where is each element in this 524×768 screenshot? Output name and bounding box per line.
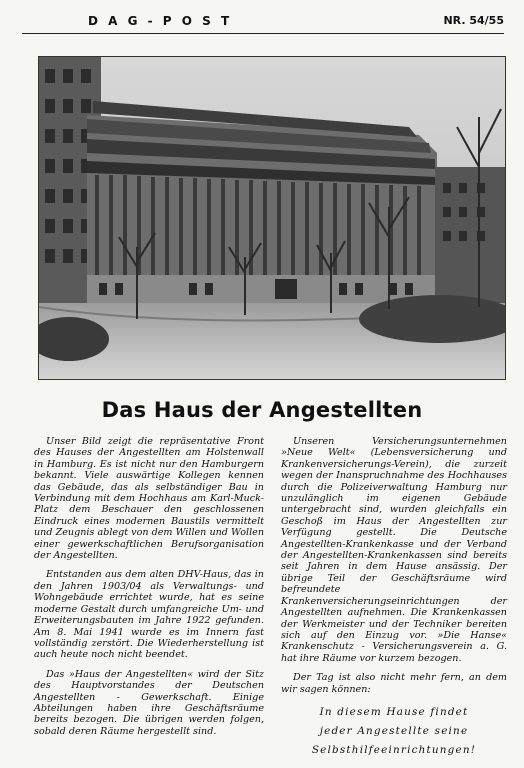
- paragraph: Unseren Versicherungsunternehmen »Neue Welt« (Lebensversicherung und Krankenversicherungs-Verein), die zurzeit wegen der Inanspruchnahme des Hochhauses durch die Polizeiverwaltung Hamburg nur unzulänglich im eigenen Gebäude untergebracht sind, wurden gleichfalls ein Geschoß im Haus der Angestellten zur Verfügung gestellt. Die Deutsche Angestellten-Krankenkasse und der Verband der Angestellten-Krankenkassen sind bereits seit Jahren in dem Hause ansässig. Der übrige Teil der Geschäftsräume wird befreundete Krankenversicherungseinrichtungen der Angestellten aufnehmen. Die Krankenkassen der Werkmeister und der Techniker bereiten sich auf den Einzug vor. »Die Hanse« Krankenschutz - Versicherungsverein a. G. hat ihre Räume vor kurzem bezogen.: [281, 436, 507, 664]
- paragraph: Entstanden aus dem alten DHV-Haus, das in den Jahren 1903/04 als Verwaltungs- und Wohngebäude errichtet wurde, hat es seine moderne Gestalt durch umfangreiche Um- und Erweiterungsbauten im Jahre 1922 gefunden. Am 8. Mai 1941 wurde es im Innern fast vollständig zerstört. Die Wiederherstellung ist auch heute noch nicht beendet.: [34, 569, 264, 661]
- paragraph: Unser Bild zeigt die repräsentative Front des Hauses der Angestellten am Holstenwall in Hamburg. Es ist nicht nur den Hamburgern bekannt. Viele auswärtige Kollegen kennen das Gebäude, das als selbständiger Bau in Verbindung mit dem Hochhaus am Karl-Muck-Platz dem Beschauer den geschlossenen Eindruck eines modernen Baustils vermittelt und Zeugnis ablegt von dem Willen und Wollen einer gewerkschaftlichen Berufsorganisation der Angestellten.: [34, 436, 264, 562]
- header-rule: [22, 33, 504, 34]
- closing-line: Selbsthilfeeinrichtungen!: [311, 743, 477, 756]
- closing-line: jeder Angestellte seine: [319, 724, 469, 737]
- closing-statement: [281, 703, 507, 760]
- building-photo: [38, 56, 506, 380]
- closing-line: In diesem Hause findet: [319, 705, 469, 718]
- paragraph: Der Tag ist also nicht mehr fern, an dem wir sagen können:: [281, 672, 507, 695]
- article-column-left: [34, 436, 264, 745]
- page-header: [22, 14, 504, 36]
- article-headline: Das Haus der Angestellten: [101, 398, 423, 422]
- issue-number: NR. 54/55: [443, 14, 504, 27]
- article-column-right: [281, 436, 507, 760]
- masthead: D A G - P O S T: [88, 14, 233, 28]
- building-photo-illustration: [39, 57, 505, 379]
- paragraph: Das »Haus der Angestellten« wird der Sitz des Hauptvorstandes der Deutschen Angestellten - Gewerkschaft. Einige Abteilungen haben ihre Geschäftsräume bereits bezogen. Die übrigen werden folgen, sobald deren Räume hergestellt sind.: [34, 668, 264, 737]
